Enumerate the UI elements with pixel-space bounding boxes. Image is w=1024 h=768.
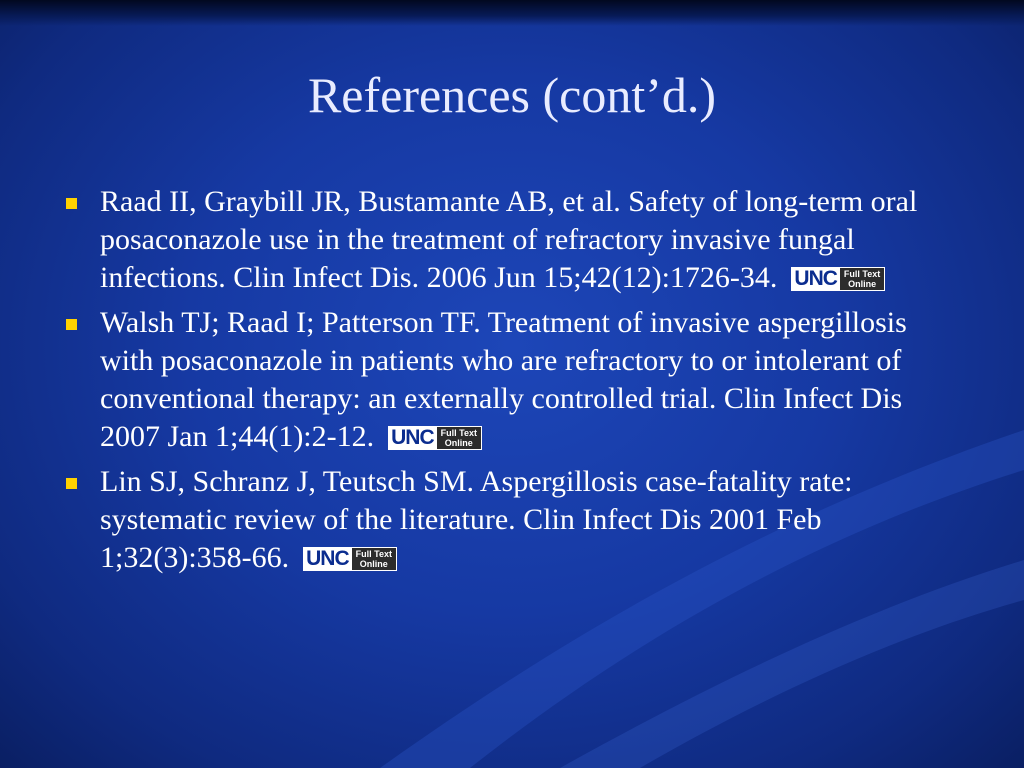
reference-text: Raad II, Graybill JR, Bustamante AB, et al. Safety of long-term oral posaconazole use in the treatment of refractory invasive fungal infections. Clin Infect Dis. 2006 Jun 15;42(12):1726-34. xyxy=(100,185,918,294)
reference-text: Walsh TJ; Raad I; Patterson TF. Treatment of invasive aspergillosis with posaconazole in patients who are refractory to or intolerant of conventional therapy: an externally controlled trial. Clin Infect Dis 2007 Jan 1;44(1):2-12. xyxy=(100,306,907,453)
reference-list xyxy=(62,183,962,584)
reference-text: Lin SJ, Schranz J, Teutsch SM. Aspergillosis case-fatality rate: systematic review of the literature. Clin Infect Dis 2001 Feb 1;32(3):358-66. xyxy=(100,465,853,574)
unc-full-text-online-link[interactable] xyxy=(791,267,885,291)
full-text-online-label xyxy=(840,268,884,290)
unc-logo: UNC xyxy=(391,426,434,449)
reference-item xyxy=(62,463,962,577)
slide-title: References (cont’d.) xyxy=(307,67,717,123)
reference-item xyxy=(62,183,962,297)
online-label: Online xyxy=(444,438,473,448)
unc-logo: UNC xyxy=(794,267,837,290)
square-bullet-icon xyxy=(66,478,77,489)
full-text-online-label xyxy=(352,548,396,570)
full-text-online-label xyxy=(437,427,481,449)
reference-item xyxy=(62,304,962,456)
online-label: Online xyxy=(359,559,388,569)
unc-full-text-online-link[interactable] xyxy=(303,547,397,571)
unc-logo: UNC xyxy=(306,547,349,570)
square-bullet-icon xyxy=(66,198,77,209)
online-label: Online xyxy=(848,279,877,289)
unc-full-text-online-link[interactable] xyxy=(388,426,482,450)
square-bullet-icon xyxy=(66,319,77,330)
full-text-label: Full Text xyxy=(355,549,392,559)
full-text-label: Full Text xyxy=(843,269,881,279)
full-text-label: Full Text xyxy=(440,428,477,438)
